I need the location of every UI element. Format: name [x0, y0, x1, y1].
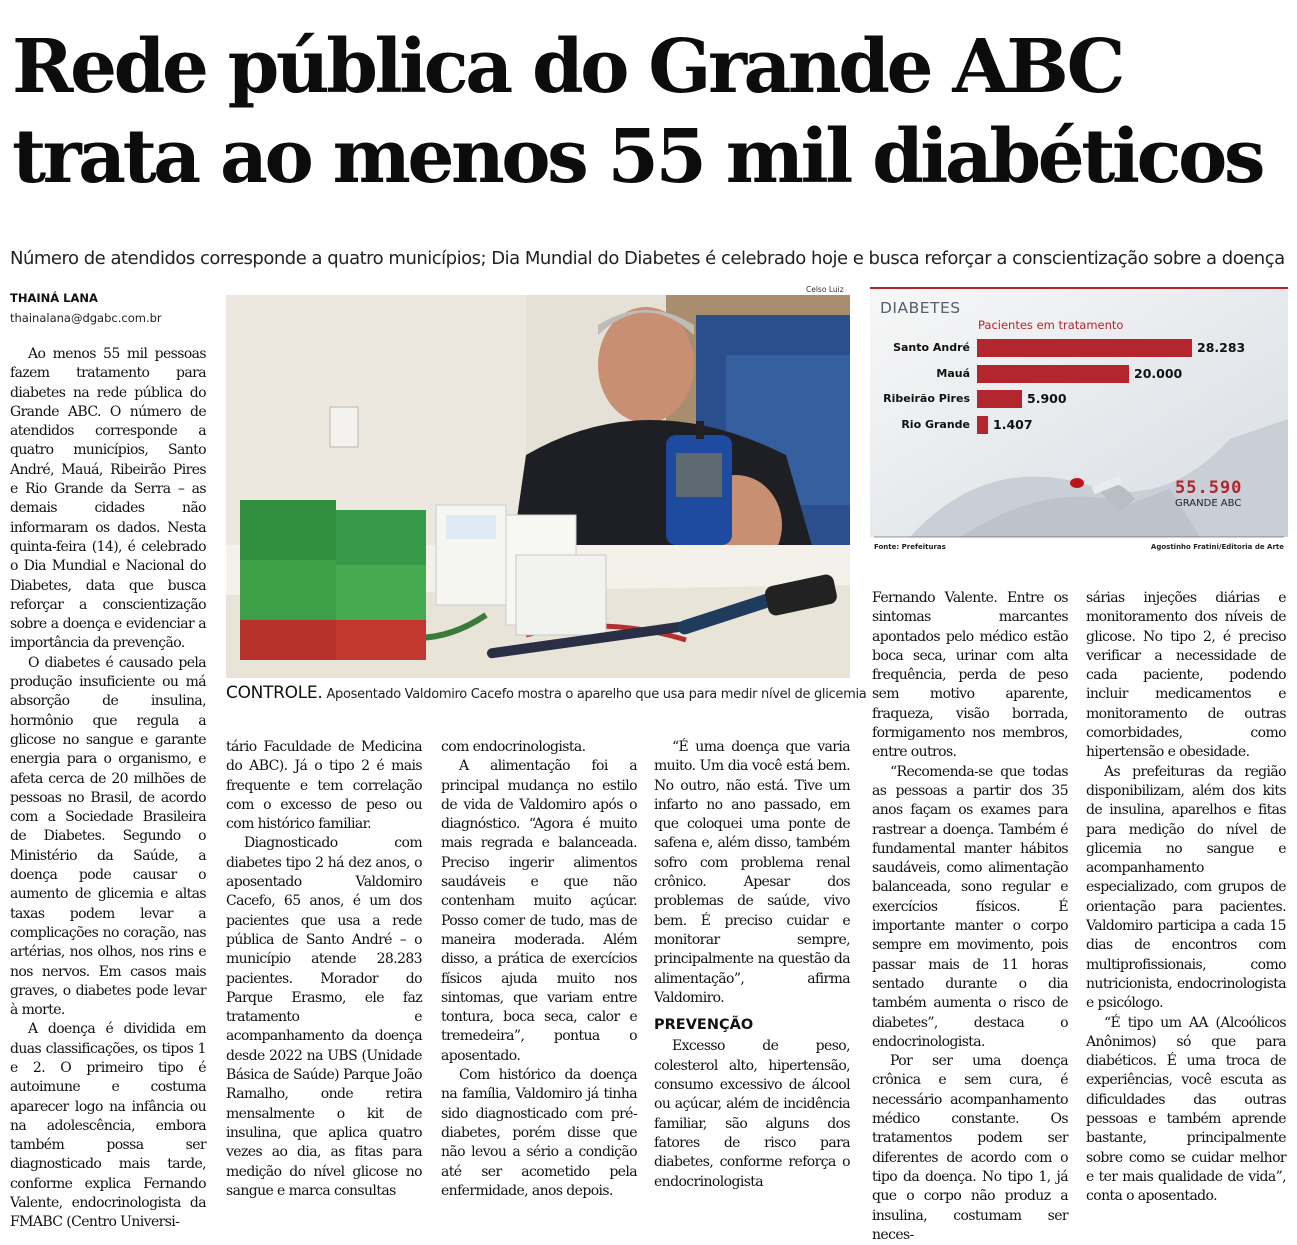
article-photo — [226, 295, 850, 678]
author-email: thainalana@dgabc.com.br — [10, 311, 162, 325]
paragraph: “É uma doença que varia muito. Um dia você está bem. No outro, não está. Tive um infarto no ano passado, em que coloquei uma ponte de safena e, além disso, também sofro com problema renal crônico. Apesar dos problemas de saúde, vivo bem. É preciso cuidar e monitorar sempre, principalmente na questão da alimentação”, afirma Valdomiro. — [654, 739, 850, 1006]
paragraph: Ao menos 55 mil pessoas fazem tratamento para diabetes na rede pública do Grande ABC. O número de atendidos corresponde a quatro municípios, Santo André, Mauá, Ribeirão Pires e Rio Grande da Serra – as demais cidades não informaram os dados. Nesta quinta-feira (14), é celebrado o Dia Mundial e Nacional do Diabetes, data que busca reforçar a conscientização sobre a doença e evidenciar a importância da prevenção. — [10, 346, 206, 652]
paragraph: sárias injeções diárias e monitoramento dos níveis de glicose. No tipo 2, é preciso verificar a necessidade de cada paciente, podendo incluir medicamentos e monitoramento de outras comorbidades, como hipertensão e obesidade. — [1086, 590, 1286, 761]
bar-value: 5.900 — [1027, 391, 1067, 406]
author-name: THAINÁ LANA — [10, 291, 98, 305]
article-column-5 — [872, 589, 1068, 1245]
bar-label: Mauá — [936, 366, 970, 380]
caption-text: Aposentado Valdomiro Cacefo mostra o aparelho que usa para medir nível de glicemia — [326, 687, 867, 702]
paragraph: A doença é dividida em duas classificações, os tipos 1 e 2. O primeiro tipo é autoimune e costuma aparecer logo na infância ou na adolescência, embora também possa ser diagnosticado mais tarde, conforme explica Fernando Valente, endocrinologista da FMABC (Centro Universi- — [10, 1021, 206, 1231]
article-column-3 — [441, 738, 637, 1201]
headline-line-1: Rede pública do Grande ABC — [12, 24, 1123, 110]
bar-value: 28.283 — [1197, 340, 1246, 355]
section-heading: PREVENÇÃO — [654, 1017, 754, 1034]
photo-illustration — [226, 295, 850, 678]
bar — [977, 365, 1129, 383]
bar-label: Rio Grande — [901, 417, 970, 431]
photo-caption — [226, 683, 867, 703]
caption-tag: CONTROLE. — [226, 683, 323, 703]
bar — [977, 390, 1022, 408]
bar-value: 20.000 — [1134, 365, 1183, 381]
paragraph: Fernando Valente. Entre os sintomas marcantes apontados pelo médico estão boca seca, urinar com alta frequência, perda de peso sem motivo aparente, fraqueza, visão borrada, formigamento nos membros, entre outros. — [872, 590, 1068, 761]
infographic-credit: Agostinho Fratini/Editoria de Arte — [1150, 543, 1284, 551]
subheadline: Número de atendidos corresponde a quatro municípios; Dia Mundial do Diabetes é celebrado hoje e busca reforçar a conscientização sobre a doença — [10, 248, 1285, 269]
paragraph: Com histórico da doença na família, Valdomiro já tinha sido diagnosticado com pré-diabetes, porém disse que não levou a sério a condição até ser acometido pela enfermidade, anos depois. — [441, 1067, 637, 1199]
paragraph: Por ser uma doença crônica e sem cura, é necessário acompanhamento médico constante. Os tratamentos podem ser diferentes de acordo com o tipo da doença. No tipo 1, já que o corpo não produz a insulina, costumam ser neces- — [872, 1053, 1068, 1243]
article-column-1 — [10, 345, 206, 1233]
infographic-title: DIABETES — [880, 299, 961, 317]
paragraph: Diagnosticado com diabetes tipo 2 há dez anos, o aposentado Valdomiro Cacefo, 65 anos, é um dos pacientes que usa a rede pública de Santo André – o município atende 28.283 pacientes. Morador do Parque Erasmo, ele faz tratamento e acompanhamento da doença desde 2022 na UBS (Unidade Básica de Saúde) Parque João Ramalho, onde retira mensalmente o kit de insulina, que aplica quatro vezes ao dia, as fitas para medição do nível glicose no sangue e marca consultas — [226, 835, 422, 1199]
bar-value: 1.407 — [993, 416, 1033, 432]
diabetes-infographic — [870, 287, 1288, 550]
infographic-source: Fonte: Prefeituras — [874, 543, 946, 551]
photo-credit: Celso Luiz — [806, 285, 844, 294]
paragraph: “Recomenda-se que todas as pessoas a partir dos 35 anos façam os exames para rastrear a doença. Também é fundamental manter hábitos saudáveis, como alimentação balanceada, sono regular e exercícios físicos. É importante manter o corpo sempre em movimento, pois passar mais de 11 horas sentado durante o dia também aumenta o risco de diabetes”, destaca o endocrinologista. — [872, 763, 1068, 1050]
infographic-subtitle: Pacientes em tratamento — [978, 318, 1124, 332]
infographic-total: 55.590 — [1175, 478, 1243, 498]
headline-line-2: trata ao menos 55 mil diabéticos — [12, 114, 1263, 200]
bar-label: Ribeirão Pires — [883, 392, 970, 405]
paragraph: As prefeituras da região disponibilizam, além dos kits de insulina, aparelhos e fitas para medição do nível de glicemia no sangue e acompanhamento especializado, com grupos de orientação para pacientes. Valdomiro participa a cada 15 dias de encontros com multiprofissionais, como nutricionista, endocrinologista e psicólogo. — [1086, 763, 1286, 1012]
paragraph: com endocrinologista. — [441, 739, 586, 755]
paragraph: Excesso de peso, colesterol alto, hipertensão, consumo excessivo de álcool ou açúcar, além de incidência familiar, são alguns dos fatores de risco para diabetes, conforme reforça o endocrinologista — [654, 1038, 850, 1190]
bar — [977, 416, 988, 434]
paragraph: “É tipo um AA (Alcoólicos Anônimos) só que para diabéticos. É uma troca de experiências, você escuta as dificuldades das outras pessoas e também aprende bastante, principalmente sobre como se cuidar melhor e ter mais qualidade de vida”, conta o aposentado. — [1086, 1014, 1286, 1205]
bar — [977, 339, 1192, 357]
infographic-total-label: GRANDE ABC — [1175, 498, 1242, 509]
article-column-2 — [226, 738, 422, 1201]
paragraph: A alimentação foi a principal mudança no estilo de vida de Valdomiro após o diagnóstico. “Agora é muito mais regrada e balanceada. Preciso ingerir alimentos saudáveis e que não contenham muito açúcar. Posso comer de tudo, mas de maneira moderada. Além disso, a prática de exercícios físicos ajuda muito nos sintomas, que variam entre tontura, boca seca, calor e tremedeira”, pontua o aposentado. — [441, 758, 637, 1064]
article-column-4 — [654, 738, 850, 1192]
bar-label: Santo André — [893, 341, 970, 354]
article-column-6 — [1086, 589, 1286, 1207]
paragraph: tário Faculdade de Medicina do ABC). Já o tipo 2 é mais frequente e tem correlação com o excesso de peso ou com histórico familiar. — [226, 739, 422, 833]
paragraph: O diabetes é causado pela produção insuficiente ou má absorção de insulina, hormônio que regula a glicose no sangue e garante energia para o organismo, e afeta cerca de 20 milhões de pessoas no Brasil, de acordo com a Sociedade Brasileira de Diabetes. Segundo o Ministério da Saúde, a doença pode causar o aumento de glicemia e altas taxas podem levar a complicações no coração, nas artérias, nos olhos, nos rins e nos nervos. Em casos mais graves, o diabetes pode levar à morte. — [10, 654, 206, 1019]
headline — [12, 22, 1287, 202]
